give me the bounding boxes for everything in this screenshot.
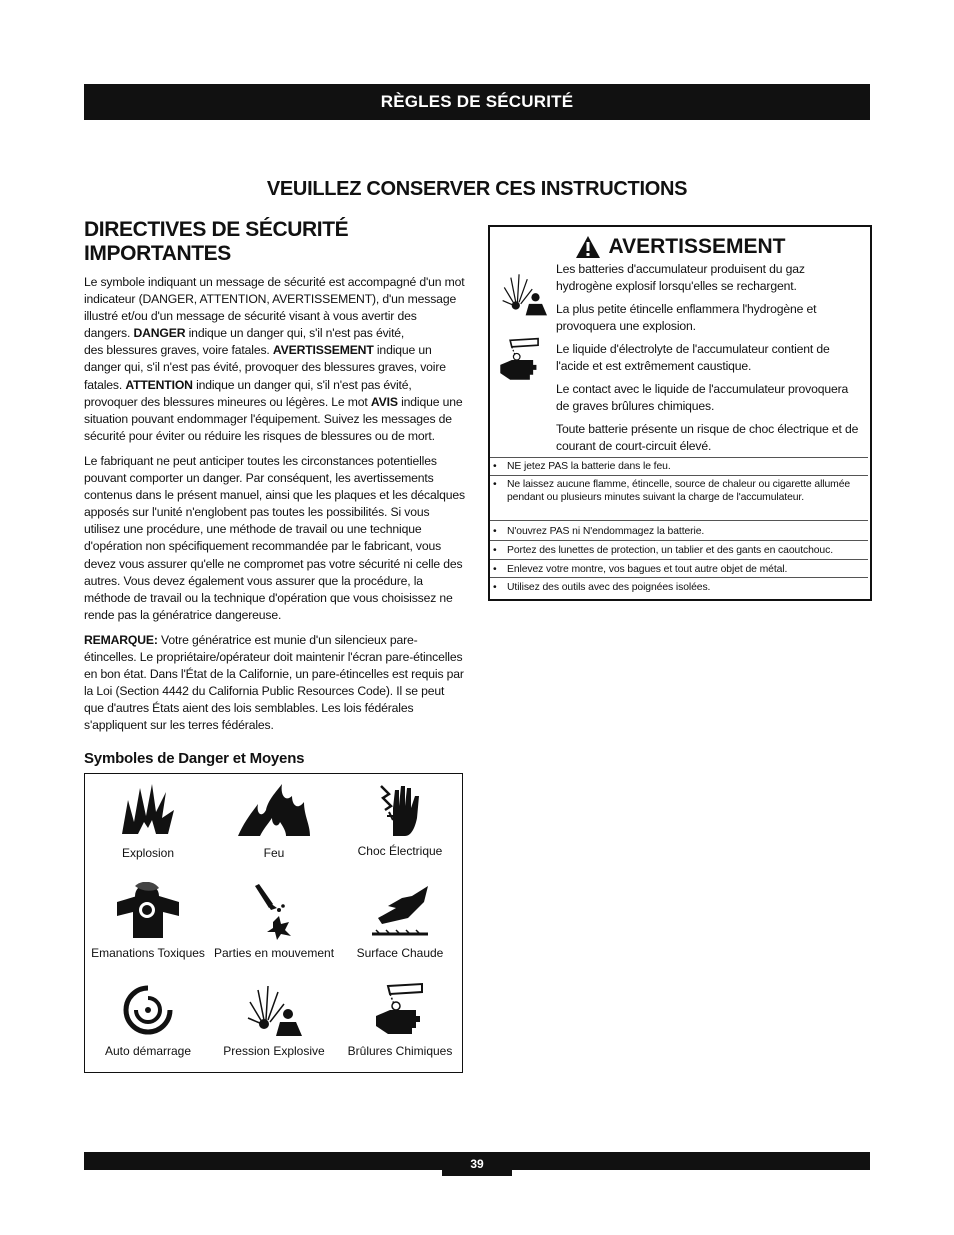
bullet-text: Enlevez votre montre, vos bagues et tout autre objet de métal. [507, 564, 788, 575]
symbol-label: Feu [263, 846, 285, 861]
directives-paragraph-2: Le fabriquant ne peut anticiper toutes les circonstances potentielles pouvant comporter un danger. Par conséquent, les avertissements contenus dans le présent manuel, ainsi que les plaques et les décalques apposés sur l'unité n'englobent pas toutes les possibilités. Si vous utilisez une procédure, une méthode de travail ou une technique d'opération non spécifiquement recommandée par le fabricant, vous devez vous assurer qu'elle ne compromet pas votre sécurité ni celle des autres. Vous devez également vous assurer que la procédure, la méthode de travail ou la technique d'opération que vous choisissez ne rende pas la génératrice dangereuse. [84, 453, 465, 622]
hot-surface-icon [368, 882, 432, 940]
p1-text-d: indique un danger qui, s'il n'est pas évité, provoquer des blessures mineures ou légères. Le mot [84, 377, 441, 409]
warning-para-2: La plus petite étincelle enflammera l'hydrogène et provoquera une explosion. [556, 302, 817, 334]
symbol-fire [211, 782, 337, 860]
symbol-label: Pression Explosive [223, 1044, 325, 1059]
toxic-fumes-icon [113, 882, 183, 940]
electric-shock-icon [375, 782, 425, 838]
warning-para-5: Toute batterie présente un risque de choc électrique et de courant de court-circuit élevé. [556, 422, 859, 454]
symbol-hot-surface [337, 882, 463, 960]
symbol-explosive-pressure [211, 982, 337, 1058]
warning-triangle-icon [575, 235, 601, 259]
symbol-label: Choc Électrique [357, 844, 443, 859]
directives-paragraph-1 [84, 274, 466, 445]
symbol-electric-shock [337, 782, 463, 858]
bullet-divider [490, 520, 868, 521]
bullet-text: Utilisez des outils avec des poignées isolées. [507, 582, 711, 593]
symbol-label: Explosion [121, 846, 175, 861]
symbol-label: Emanations Toxiques [91, 946, 205, 961]
p1-text-e: indique une situation pouvant endommager l'équipement. Suivez les messages de sécurité pour éviter ou réduire les risques de blessures ou de mort. [84, 394, 463, 443]
bullet-divider [490, 559, 868, 560]
symbol-label: Surface Chaude [356, 946, 444, 961]
explosive-pressure-icon [242, 982, 306, 1038]
bullet-text: Portez des lunettes de protection, un tablier et des gants en caoutchouc. [507, 545, 833, 556]
warning-para-1: Les batteries d'accumulateur produisent du gaz hydrogène explosif lorsqu'elles se rechargent. [556, 262, 805, 294]
bullet-text: NE jetez PAS la batterie dans le feu. [507, 461, 671, 472]
symbol-label: Auto démarrage [104, 1044, 192, 1059]
auto-start-icon [120, 982, 176, 1038]
symbol-moving-parts [211, 882, 337, 960]
symbol-auto-start [85, 982, 211, 1058]
chemical-burn-icon [372, 982, 428, 1038]
warning-header [490, 235, 870, 259]
chemical-burn-icon [494, 337, 546, 383]
explosive-pressure-icon [496, 271, 552, 317]
danger-label: DANGER [133, 326, 186, 341]
p1-text-c: indique un danger qui, s'il n'est pas évité, provoquer des blessures graves, voire fatales. [84, 343, 446, 392]
warning-para-4: Le contact avec le liquide de l'accumulateur provoquera de graves brûlures chimiques. [556, 382, 849, 414]
directives-paragraph-3 [84, 632, 466, 735]
avertissement-label: AVERTISSEMENT [272, 343, 374, 358]
symbol-label: Parties en mouvement [213, 946, 335, 961]
avis-label: AVIS [370, 394, 398, 409]
explosion-icon [118, 782, 178, 840]
bullet-text: Ne laissez aucune flamme, étincelle, source de chaleur ou cigarette allumée pendant ou plusieurs minutes suivant la charge de l'accumulateur. [507, 479, 851, 503]
left-column [84, 218, 466, 1073]
remarque-label: REMARQUE: [84, 632, 158, 647]
battery-warning-box: AVERTISSEMENT Les batteries d'accumulateur produisent du gaz hydrogène explosif lorsqu'elles se rechargent. La plus petite étincelle enflammera l'hydrogène et provoquera une explosion. Le liquide d'électrolyte de l'accumulateur contient de l'acide et est extrêmement caustique. Le contact avec le liquide de l'accumulateur provoquera de graves brûlures chimiques. Toute batterie présente un risque de choc électrique et de courant de court-circuit élevé. • NE jetez PAS la batterie dans le feu. • Ne laissez aucune flamme, étincelle, source de chaleur ou cigarette allumée pendant ou plusieurs minutes suivant la charge de l'accumulateur. • N'ouvrez PAS ni N'endommagez la batterie. • Portez des lunettes de protection, un tablier et des gants en caoutchouc. • Enlevez votre montre, vos bagues et tout autre objet de métal. • Utilisez des outils avec des poignées isolées. [488, 225, 872, 601]
symbols-title: Symboles de Danger et Moyens [84, 750, 305, 768]
warning-para-3: Le liquide d'électrolyte de l'accumulateur contient de l'acide et est extrêmement caustique. [556, 342, 830, 374]
bullet-divider [490, 475, 868, 476]
directives-title: DIRECTIVES DE SÉCURITÉ IMPORTANTES [84, 218, 349, 265]
p1-text-b: indique un danger qui, s'il n'est pas évité, des blessures graves, voire fatales. [84, 326, 456, 358]
remarque-text: Votre génératrice est munie d'un silencieux pare-étincelles. Le propriétaire/opérateur doit maintenir l'écran pare-étincelles en bon état. Dans l'État de la Californie, un pare-étincelles est requis par la Loi (Section 4442 du California Public Resources Code). Il se peut que d'autres États aient des lois semblables. Les lois fédérales s'appliquent sur les terres fédérales. [84, 632, 464, 733]
p1-text-a: Le symbole indiquant un message de sécurité est accompagné d'un mot indicateur (DANGER, ATTENTION, AVERTISSEMENT), d'un message illustré et/ou d'un message de sécurité visant à vous avertir des dangers. [84, 275, 465, 341]
bullet-divider [490, 577, 868, 578]
fire-icon [234, 782, 314, 840]
symbol-explosion [85, 782, 211, 860]
section-header-bar [84, 84, 870, 120]
page-number-text: 39 [470, 1157, 484, 1171]
warning-title: AVERTISSEMENT [608, 235, 786, 258]
bullet-divider [490, 457, 868, 458]
symbol-label: Brûlures Chimiques [347, 1044, 453, 1059]
bullet-divider [490, 540, 868, 541]
main-title: VEUILLEZ CONSERVER CES INSTRUCTIONS [266, 178, 688, 200]
moving-parts-icon [249, 882, 299, 940]
symbol-toxic-fumes [85, 882, 211, 960]
section-header-title: RÈGLES DE SÉCURITÉ [380, 92, 574, 111]
bullet-text: N'ouvrez PAS ni N'endommagez la batterie. [507, 526, 705, 537]
symbol-chemical-burn [337, 982, 463, 1058]
attention-label: ATTENTION [125, 377, 193, 392]
page-number [442, 1152, 512, 1176]
symbols-grid [84, 773, 463, 1073]
